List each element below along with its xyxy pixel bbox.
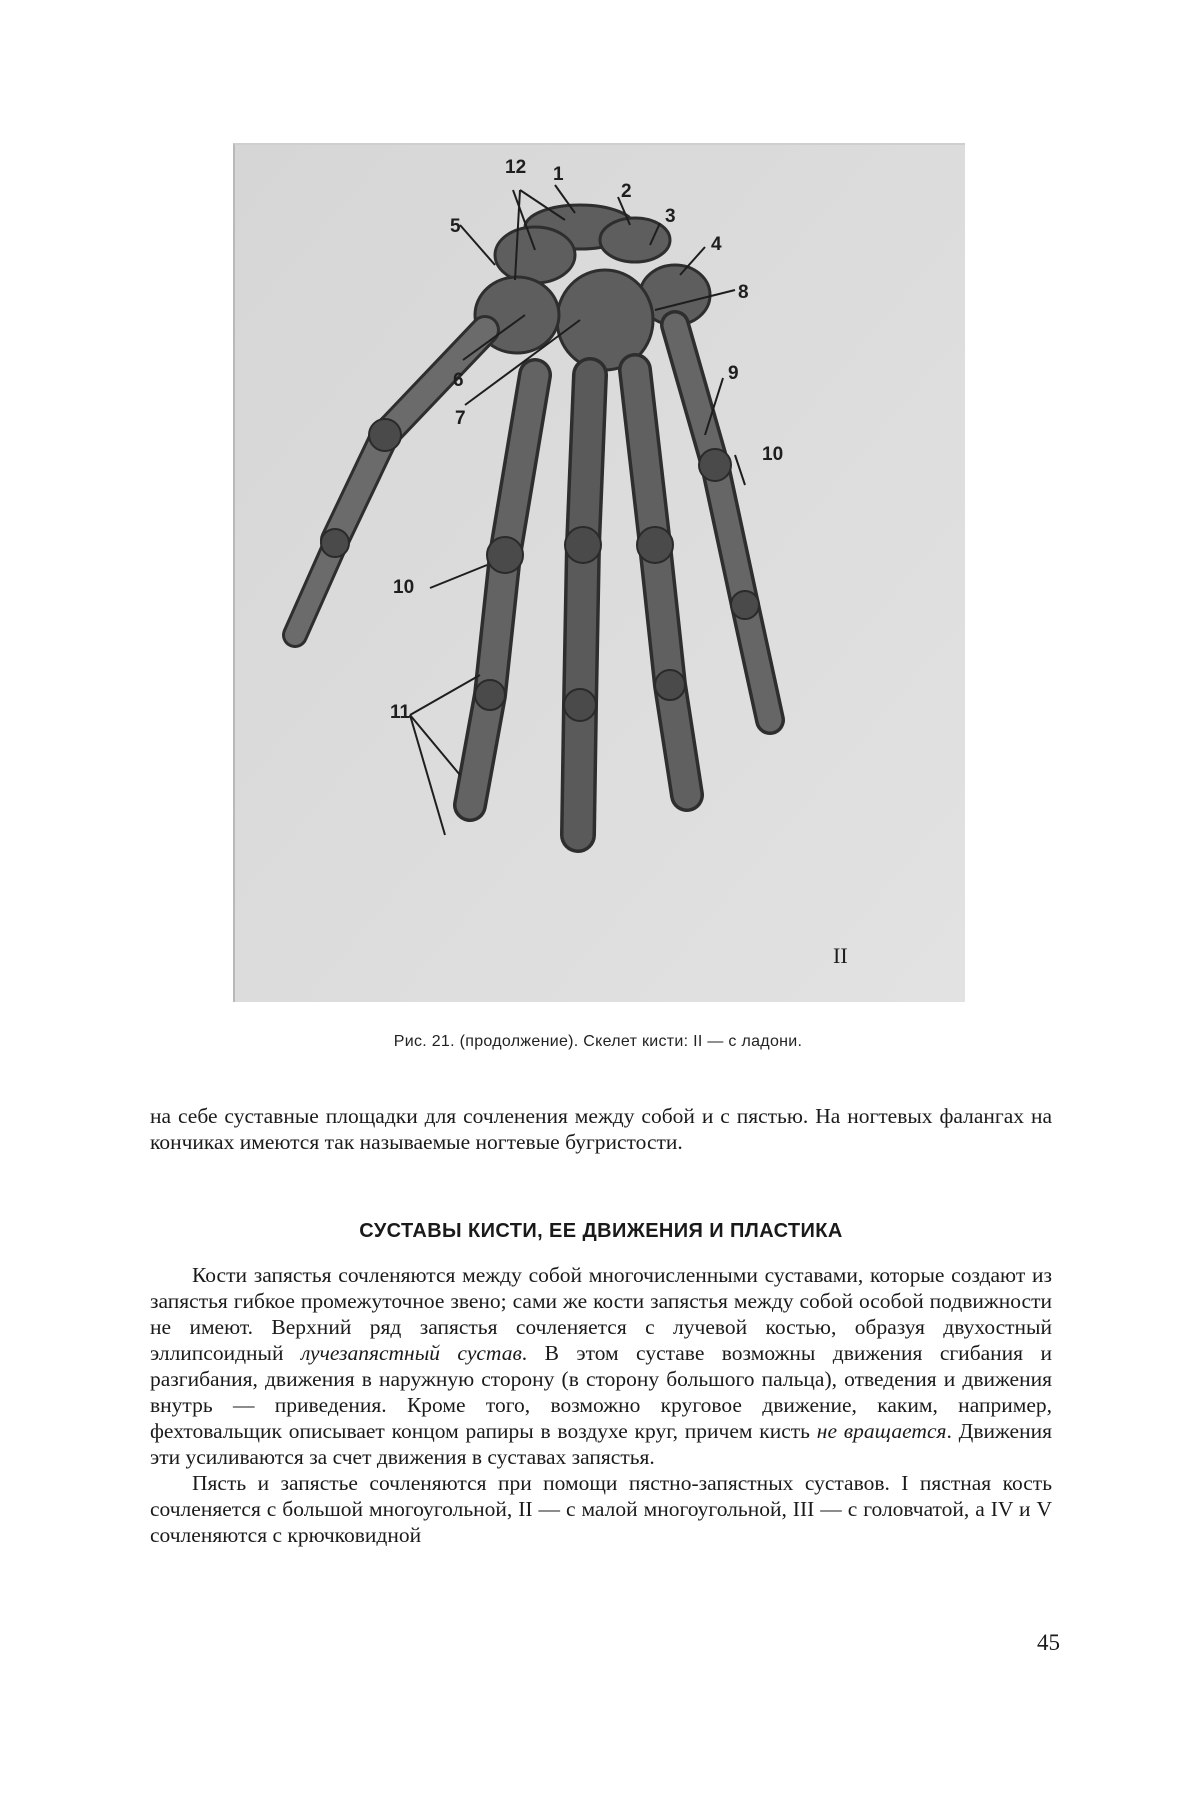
intro-paragraph [150, 1103, 1052, 1155]
body-text [150, 1262, 1052, 1548]
page-number: 45 [1037, 1630, 1060, 1655]
italic-term: лучезапястный сустав [300, 1341, 522, 1365]
label-7: 7 [455, 408, 466, 429]
joint [369, 419, 401, 451]
middle-finger [578, 375, 590, 835]
joint [655, 670, 685, 700]
carpal-bone [495, 227, 575, 283]
paragraph-text: . В этом суставе возможны движения сгибания и разгибания, движения в наружную сторону (в сторону большого пальца), отведения и движения внутрь — приведения. Кроме того, возможно круговое движение, каким, например, фехтовальщик описывает концом рапиры в воздухе круг, причем кисть [150, 1341, 1052, 1443]
label-3: 3 [665, 206, 676, 227]
paragraph-text: Кости запястья сочленяются между собой многочисленными суставами, которые создают из запястья гибкое промежуточное звено; сами же кости запястья между собой особой подвижности не имеют. Верхний ряд запястья сочленяется с лучевой костью, образуя двухостный эллипсоидный [150, 1263, 1052, 1365]
label-6: 6 [453, 370, 464, 391]
hand-skeleton-drawing [235, 145, 965, 1002]
paragraph-metacarpals: Пясть и запястье сочленяются при помощи пястно-запястных суставов. I пястная кость сочленяется с большой многоугольной, II — с малой многоугольной, III — с головчатой, а IV и V сочленяются с крючковидной [150, 1471, 1052, 1547]
joint [487, 537, 523, 573]
joint [731, 591, 759, 619]
label-10-left: 10 [393, 577, 415, 598]
joint [321, 529, 349, 557]
hand-skeleton-figure [233, 143, 965, 1002]
paragraph-text: . Движения эти усиливаются за счет движения в суставах запястья. [150, 1419, 1052, 1469]
label-4: 4 [711, 234, 722, 255]
label-12: 12 [505, 157, 527, 178]
figure-caption: Рис. 21. (продолжение). Скелет кисти: II — с ладони. [393, 1033, 803, 1050]
label-11: 11 [390, 702, 411, 723]
paragraph-joints [150, 1262, 1052, 1470]
joint [564, 689, 596, 721]
label-9: 9 [728, 363, 739, 384]
joint [637, 527, 673, 563]
joint [565, 527, 601, 563]
label-1: 1 [553, 164, 564, 185]
section-heading: СУСТАВЫ КИСТИ, ЕЕ ДВИЖЕНИЯ И ПЛАСТИКА [359, 1220, 843, 1242]
label-5: 5 [450, 216, 461, 237]
label-8: 8 [738, 282, 749, 303]
figure-roman-numeral: II [833, 943, 848, 968]
italic-term: не вращается [816, 1419, 947, 1443]
label-2: 2 [621, 181, 632, 202]
intro-paragraph-text: на себе суставные площадки для сочленения между собой и с пястью. На ногтевых фалангах на кончиках имеются так называемые ногтевые бугристости. [150, 1104, 1052, 1154]
joint [699, 449, 731, 481]
joint [475, 680, 505, 710]
label-10-right: 10 [762, 444, 784, 465]
